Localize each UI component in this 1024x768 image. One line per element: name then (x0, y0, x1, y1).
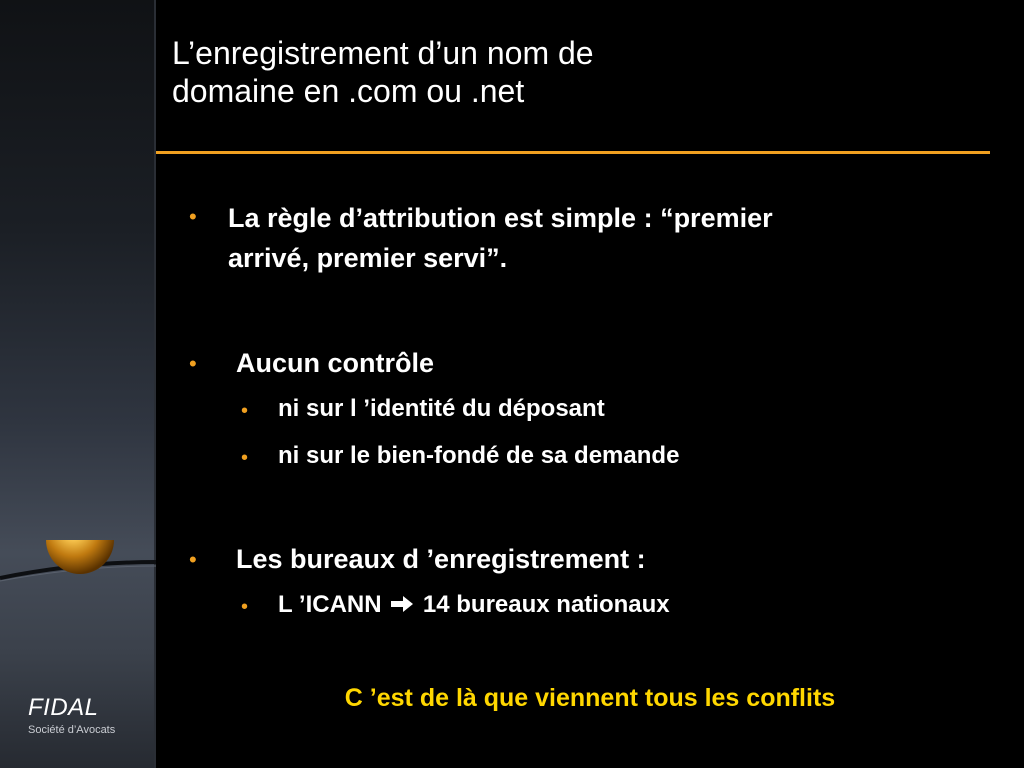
logo-subtitle: Société d’Avocats (28, 724, 116, 736)
fidal-logo (28, 694, 115, 736)
logo-name: FIDAL (28, 694, 99, 721)
conclusion-note: C ’est de là que viennent tous les conflits (344, 684, 836, 712)
bullet-3: Les bureaux d ’enregistrement : (236, 544, 646, 574)
bullet-1-line-1: La règle d’attribution est simple : “premier (228, 203, 773, 233)
bullet-dot-icon: • (241, 596, 249, 618)
bullet-dot-icon: • (189, 547, 197, 572)
title-divider (156, 151, 990, 154)
sidebar-panel (0, 0, 156, 768)
title-line-2: domaine en .com ou .net (172, 73, 525, 109)
icann-label: L ’ICANN (278, 591, 382, 618)
title-line-1: L’enregistrement d’un nom de (172, 35, 594, 71)
bullet-1-line-2: arrivé, premier servi”. (228, 243, 508, 273)
sidebar-edge (154, 0, 156, 768)
bullet-2: Aucun contrôle (236, 348, 435, 378)
sidebar-decoration (0, 540, 156, 600)
bullet-2-sub-1: ni sur l ’identité du déposant (278, 395, 605, 422)
bullet-3-sub-1 (278, 590, 670, 620)
bullet-dot-icon: • (241, 447, 249, 469)
bullet-dot-icon: • (189, 351, 197, 376)
bullet-dot-icon: • (189, 204, 197, 229)
bullet-2-sub-2: ni sur le bien-fondé de sa demande (278, 442, 680, 469)
bullet-1 (228, 198, 773, 278)
slide-title (172, 34, 992, 110)
bullet-dot-icon: • (241, 400, 249, 422)
arrow-right-icon (390, 594, 414, 614)
bureaux-count-label: 14 bureaux nationaux (422, 591, 670, 618)
